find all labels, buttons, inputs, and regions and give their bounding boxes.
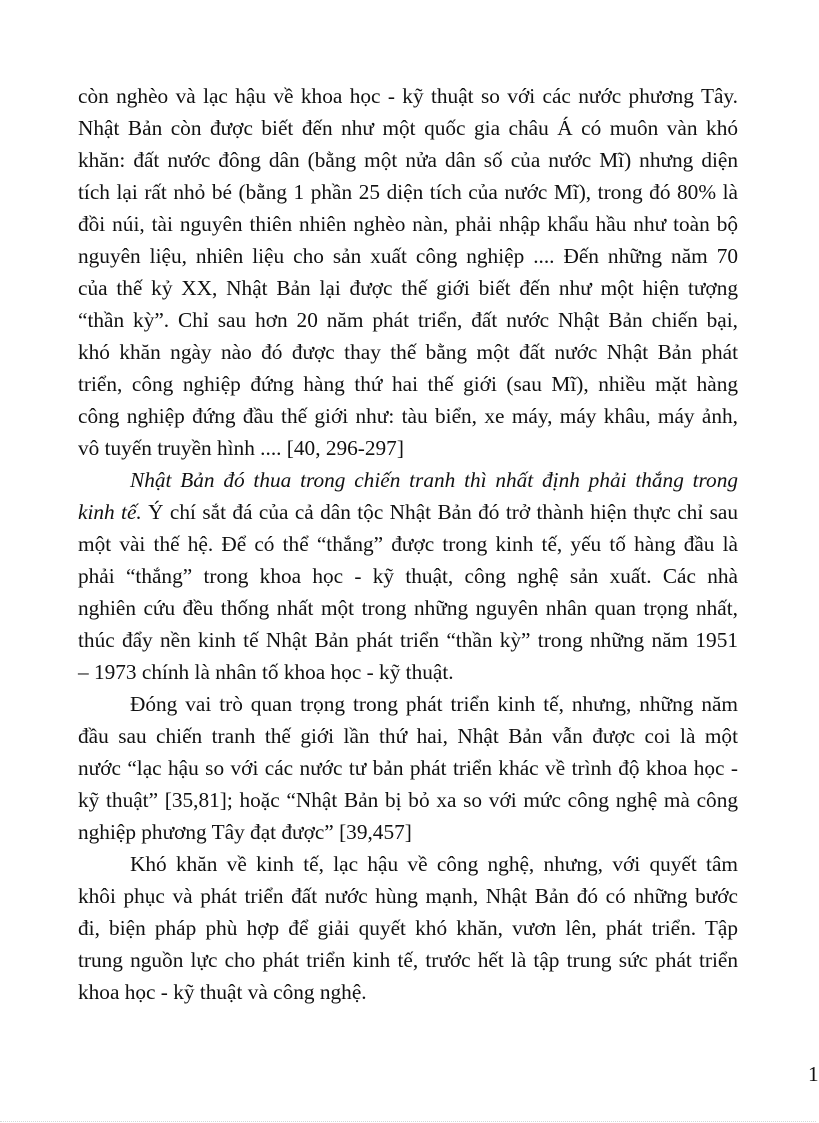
text-span: Ý chí sắt đá của cả dân tộc Nhật Bản đó trở thành hiện thực chỉ sau (141, 500, 739, 524)
text-line: khoa học - kỹ thuật và công nghệ. (78, 980, 367, 1004)
text-line: phải “thắng” trong khoa học - kỹ thuật, công nghệ sản xuất. Các nhà (78, 564, 738, 588)
text-line: công nghiệp đứng đầu thế giới như: tàu biển, xe máy, máy khâu, máy ảnh, (78, 404, 738, 428)
text-line: đi, biện pháp phù hợp để giải quyết khó khăn, vươn lên, phát triển. Tập (78, 916, 738, 940)
text-line: đồi núi, tài nguyên thiên nhiên nghèo nàn, phải nhập khẩu hầu như toàn bộ (78, 212, 738, 236)
italic-phrase: kinh tế. (78, 500, 142, 524)
text-line: trung nguồn lực cho phát triển kinh tế, trước hết là tập trung sức phát triển (78, 948, 738, 972)
text-line: vô tuyến truyền hình .... [40, 296-297] (78, 436, 404, 460)
text-line (78, 496, 738, 528)
page-bottom-divider (0, 1121, 816, 1122)
text-line: khó khăn ngày nào đó được thay thế bằng một đất nước Nhật Bản phát (78, 340, 738, 364)
text-line: một vài thế hệ. Để có thể “thắng” được trong kinh tế, yếu tố hàng đầu là (78, 532, 738, 556)
text-line: khăn: đất nước đông dân (bằng một nửa dân số của nước Mĩ) nhưng diện (78, 148, 738, 172)
text-line: nước “lạc hậu so với các nước tư bản phát triển khác về trình độ khoa học - (78, 756, 738, 780)
text-line: nghiên cứu đều thống nhất một trong những nguyên nhân quan trọng nhất, (78, 596, 738, 620)
italic-text-line: Nhật Bản đó thua trong chiến tranh thì nhất định phải thắng trong (130, 468, 738, 492)
text-line: Khó khăn về kinh tế, lạc hậu về công nghệ, nhưng, với quyết tâm (130, 852, 738, 876)
text-line: kỹ thuật” [35,81]; hoặc “Nhật Bản bị bỏ xa so với mức công nghệ mà công (78, 788, 738, 812)
text-line: thúc đẩy nền kinh tế Nhật Bản phát triển “thần kỳ” trong những năm 1951 (78, 628, 738, 652)
text-line: “thần kỳ”. Chỉ sau hơn 20 năm phát triển, đất nước Nhật Bản chiến bại, (78, 308, 738, 332)
text-line: Đóng vai trò quan trọng trong phát triển kinh tế, nhưng, những năm (130, 692, 738, 716)
text-line: nghiệp phương Tây đạt được” [39,457] (78, 820, 412, 844)
page-number: 1 (808, 1062, 819, 1086)
text-line: triển, công nghiệp đứng hàng thứ hai thế giới (sau Mĩ), nhiều mặt hàng (78, 372, 738, 396)
text-line: đầu sau chiến tranh thế giới lần thứ hai, Nhật Bản vẫn được coi là một (78, 724, 738, 748)
text-line: tích lại rất nhỏ bé (bằng 1 phần 25 diện tích của nước Mĩ), trong đó 80% là (78, 180, 738, 204)
text-line: còn nghèo và lạc hậu về khoa học - kỹ thuật so với các nước phương Tây. (78, 84, 738, 108)
text-line: khôi phục và phát triển đất nước hùng mạnh, Nhật Bản đó có những bước (78, 884, 738, 908)
text-line: của thế kỷ XX, Nhật Bản lại được thế giới biết đến như một hiện tượng (78, 276, 738, 300)
text-line: Nhật Bản còn được biết đến như một quốc gia châu Á có muôn vàn khó (78, 116, 738, 140)
text-line: – 1973 chính là nhân tố khoa học - kỹ thuật. (78, 660, 454, 684)
text-line: nguyên liệu, nhiên liệu cho sản xuất công nghiệp .... Đến những năm 70 (78, 244, 738, 268)
